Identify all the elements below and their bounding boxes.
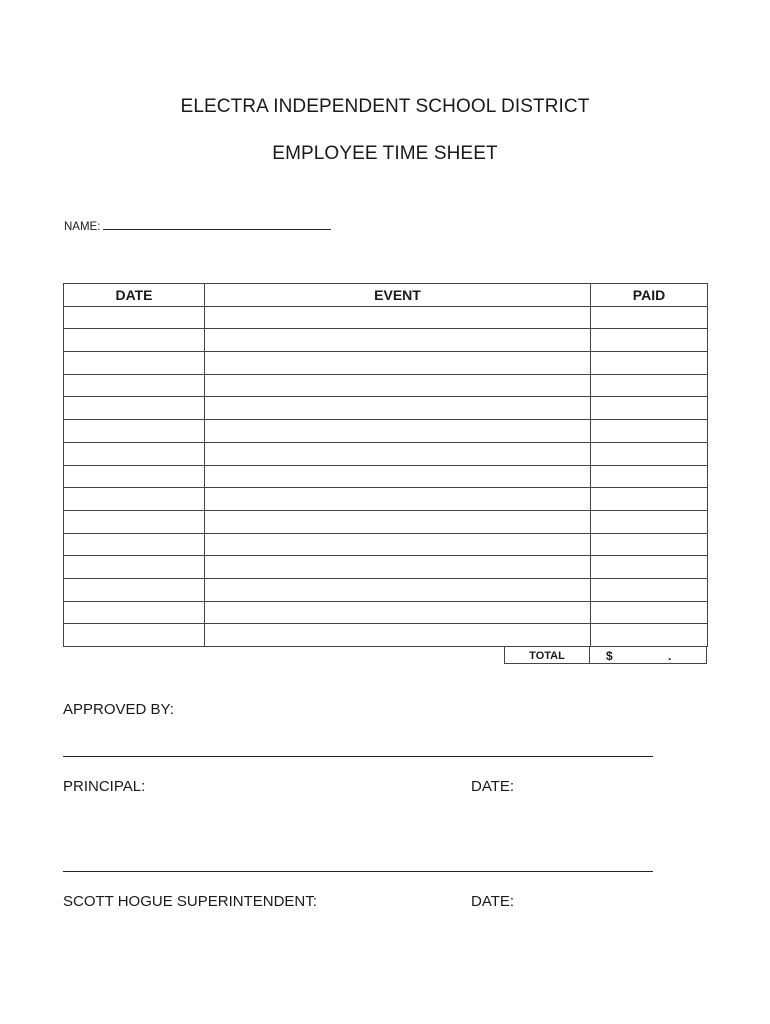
table-row [64, 442, 708, 465]
event-cell[interactable] [205, 624, 591, 647]
sheet-title: EMPLOYEE TIME SHEET [272, 143, 498, 164]
date-cell[interactable] [64, 510, 205, 533]
paid-cell[interactable] [591, 578, 708, 601]
event-cell[interactable] [205, 352, 591, 375]
event-cell[interactable] [205, 397, 591, 420]
date-cell[interactable] [64, 420, 205, 443]
paid-cell[interactable] [591, 601, 708, 624]
date-cell[interactable] [64, 624, 205, 647]
table-row [64, 533, 708, 556]
paid-cell[interactable] [591, 420, 708, 443]
superintendent-signature-line[interactable] [63, 871, 653, 872]
principal-label: PRINCIPAL: [63, 778, 146, 795]
table-row [64, 374, 708, 397]
event-cell[interactable] [205, 465, 591, 488]
date-cell[interactable] [64, 397, 205, 420]
date-cell[interactable] [64, 442, 205, 465]
total-currency: $ [606, 649, 613, 663]
table-header-row [64, 284, 708, 307]
column-header-paid: PAID [591, 284, 708, 307]
paid-cell[interactable] [591, 624, 708, 647]
paid-cell[interactable] [591, 397, 708, 420]
table-row [64, 578, 708, 601]
date-cell[interactable] [64, 533, 205, 556]
table-row [64, 420, 708, 443]
table-row [64, 556, 708, 579]
event-cell[interactable] [205, 306, 591, 329]
date-cell[interactable] [64, 306, 205, 329]
event-cell[interactable] [205, 329, 591, 352]
event-cell[interactable] [205, 601, 591, 624]
paid-cell[interactable] [591, 442, 708, 465]
name-input-line[interactable] [103, 219, 331, 230]
event-cell[interactable] [205, 488, 591, 511]
paid-cell[interactable] [591, 465, 708, 488]
paid-cell[interactable] [591, 329, 708, 352]
table-row [64, 601, 708, 624]
total-decimal: . [668, 649, 672, 663]
paid-cell[interactable] [591, 533, 708, 556]
table-row [64, 488, 708, 511]
event-cell[interactable] [205, 420, 591, 443]
date-cell[interactable] [64, 488, 205, 511]
paid-cell[interactable] [591, 488, 708, 511]
event-cell[interactable] [205, 510, 591, 533]
column-header-date: DATE [64, 284, 205, 307]
date-cell[interactable] [64, 352, 205, 375]
total-label: TOTAL [504, 647, 590, 664]
date-cell[interactable] [64, 578, 205, 601]
total-value-cell[interactable] [589, 647, 707, 664]
paid-cell[interactable] [591, 374, 708, 397]
paid-cell[interactable] [591, 306, 708, 329]
event-cell[interactable] [205, 578, 591, 601]
date-cell[interactable] [64, 374, 205, 397]
paid-cell[interactable] [591, 556, 708, 579]
table-row [64, 329, 708, 352]
name-field [64, 219, 331, 233]
superintendent-date-label: DATE: [471, 893, 515, 910]
paid-cell[interactable] [591, 510, 708, 533]
table-row [64, 352, 708, 375]
table-row [64, 465, 708, 488]
name-label: NAME: [64, 221, 101, 233]
date-cell[interactable] [64, 465, 205, 488]
event-cell[interactable] [205, 374, 591, 397]
event-cell[interactable] [205, 533, 591, 556]
principal-date-label: DATE: [471, 778, 515, 795]
principal-signature-line[interactable] [63, 756, 653, 757]
date-cell[interactable] [64, 329, 205, 352]
date-cell[interactable] [64, 601, 205, 624]
event-cell[interactable] [205, 442, 591, 465]
event-cell[interactable] [205, 556, 591, 579]
table-row [64, 510, 708, 533]
table-row [64, 306, 708, 329]
district-title: ELECTRA INDEPENDENT SCHOOL DISTRICT [180, 96, 590, 117]
paid-cell[interactable] [591, 352, 708, 375]
column-header-event: EVENT [205, 284, 591, 307]
superintendent-label: SCOTT HOGUE SUPERINTENDENT: [63, 893, 317, 910]
approved-by-label: APPROVED BY: [63, 701, 174, 718]
date-cell[interactable] [64, 556, 205, 579]
table-row [64, 624, 708, 647]
timesheet-table [63, 283, 708, 647]
table-row [64, 397, 708, 420]
